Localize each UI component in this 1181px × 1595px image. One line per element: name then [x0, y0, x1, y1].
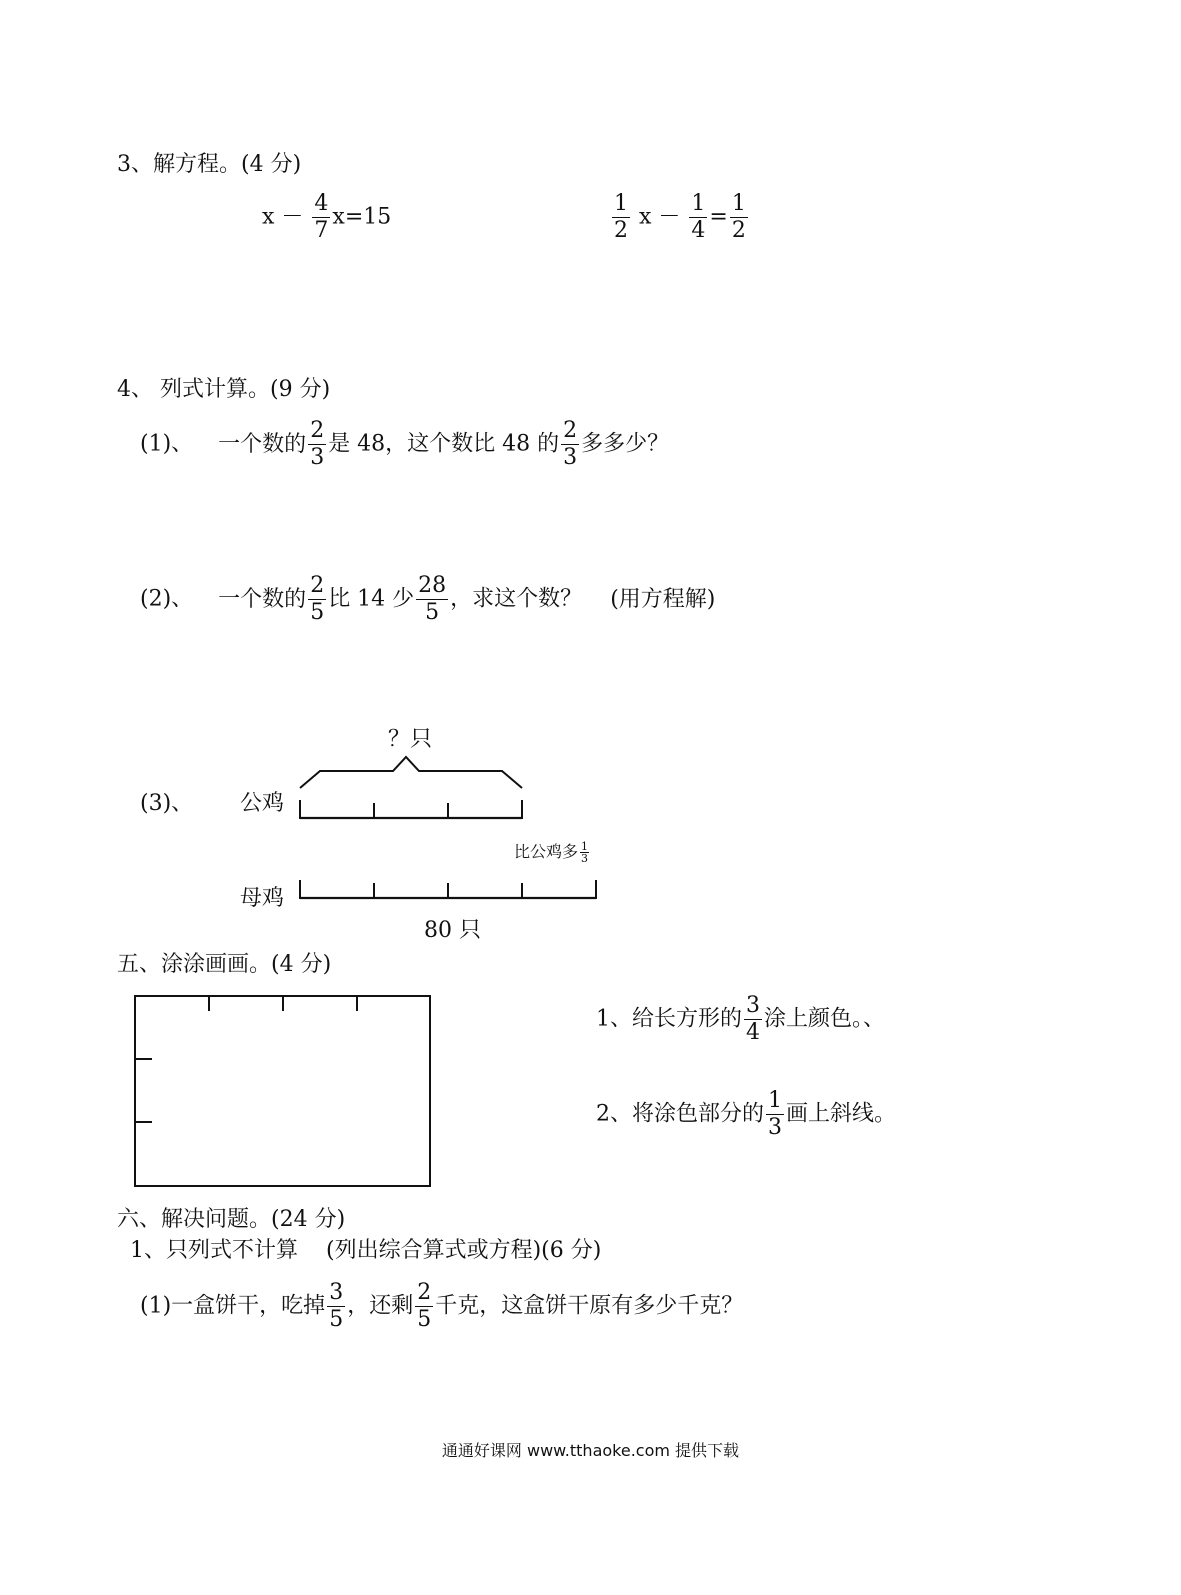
q4-1-n1: 2	[310, 418, 325, 443]
section-6-title: 六、解决问题。(24 分)	[117, 1207, 346, 1232]
section-6-sub1	[130, 1237, 601, 1265]
i1-den: 4	[746, 1020, 760, 1045]
q4-1-d2: 3	[563, 445, 578, 470]
i1-fraction	[744, 995, 762, 1044]
q6-1-d2: 5	[417, 1307, 432, 1332]
eq2-mid: x －	[632, 204, 688, 230]
q6-1-fraction-1	[327, 1282, 345, 1331]
q6-1-fraction-2	[415, 1282, 433, 1331]
q4-2-text-b: 比 14 少	[328, 586, 415, 612]
hen-total-label: 80 只	[424, 918, 481, 943]
drawing-rectangle	[135, 996, 430, 1186]
q4-1-text-b: 是 48，这个数比 48 的	[328, 431, 560, 457]
q4-2-label: (2)、	[140, 586, 194, 612]
more-num: 1	[581, 840, 589, 853]
more-text: 比公鸡多	[514, 842, 579, 861]
section-3-title: 3、解方程。(4 分)	[117, 152, 302, 177]
i2-den: 3	[768, 1115, 782, 1140]
section-4-title: 4、 列式计算。(9 分)	[117, 377, 331, 402]
instruction-1	[596, 995, 885, 1044]
q6-1-d1: 5	[329, 1307, 344, 1332]
eq2-n2: 1	[691, 191, 706, 216]
q4-1-label: (1)、	[140, 431, 194, 457]
q4-1-text-a: 一个数的	[218, 431, 307, 457]
sub1-note: (列出综合算式或方程)(6 分)	[326, 1238, 602, 1263]
q6-1-n1: 3	[329, 1280, 344, 1305]
q6-1-text-b: ，还剩	[347, 1293, 414, 1319]
q4-2-n1: 2	[310, 573, 325, 598]
eq1-num: 4	[314, 191, 329, 216]
q6-1-text-a: 一盒饼干，吃掉	[171, 1293, 326, 1319]
i1-text-a: 1、给长方形的	[596, 1006, 742, 1032]
q4-1-text-c: 多多少？	[581, 431, 670, 457]
page-footer: 通通好课网 www.tthaoke.com 提供下载	[441, 1441, 740, 1460]
q6-1-label: (1)	[140, 1293, 172, 1319]
q4-1-n2: 2	[563, 418, 578, 443]
q4-2-d1: 5	[310, 600, 325, 625]
q4-2-text-a: 一个数的	[218, 586, 307, 612]
eq2-n1: 1	[614, 191, 628, 216]
i1-num: 3	[746, 993, 760, 1018]
more-den: 3	[581, 852, 589, 865]
q4-2-d2: 5	[425, 600, 440, 625]
brace	[300, 757, 522, 788]
q4-2-note: (用方程解)	[610, 586, 716, 612]
q6-1-text-c: 千克，这盒饼干原有多少千克？	[435, 1293, 744, 1319]
i2-text-a: 2、将涂色部分的	[596, 1101, 764, 1127]
eq2-n3: 1	[731, 191, 746, 216]
i1-text-b: 涂上颜色。、	[764, 1006, 886, 1032]
eq1-den: 7	[314, 218, 329, 243]
eq2-d1: 2	[614, 218, 628, 243]
section-5-title: 五、涂涂画画。(4 分)	[117, 952, 332, 977]
q6-1-n2: 2	[417, 1280, 432, 1305]
hen-label: 母鸡	[240, 886, 285, 911]
instruction-2	[596, 1090, 896, 1139]
eq1-post: x=15	[332, 204, 392, 230]
q4-2-text-c: ，求这个数？	[450, 586, 583, 612]
eq2-d3: 2	[731, 218, 746, 243]
eq2-d2: 4	[691, 218, 706, 243]
diagram-top-label: ？只	[388, 727, 433, 752]
q4-2-n2: 28	[418, 573, 447, 598]
q4-1-d1: 3	[310, 445, 325, 470]
eq1-pre: x －	[262, 204, 311, 230]
i2-text-b: 画上斜线。	[786, 1101, 897, 1127]
i2-num: 1	[768, 1088, 782, 1113]
q4-3-label: (3)、	[140, 791, 194, 816]
i2-fraction	[766, 1090, 784, 1139]
rooster-label: 公鸡	[240, 791, 285, 816]
question-6-1	[140, 1282, 743, 1331]
eq2-equals: =	[709, 204, 728, 230]
sub1-text: 1、只列式不计算	[130, 1238, 298, 1263]
